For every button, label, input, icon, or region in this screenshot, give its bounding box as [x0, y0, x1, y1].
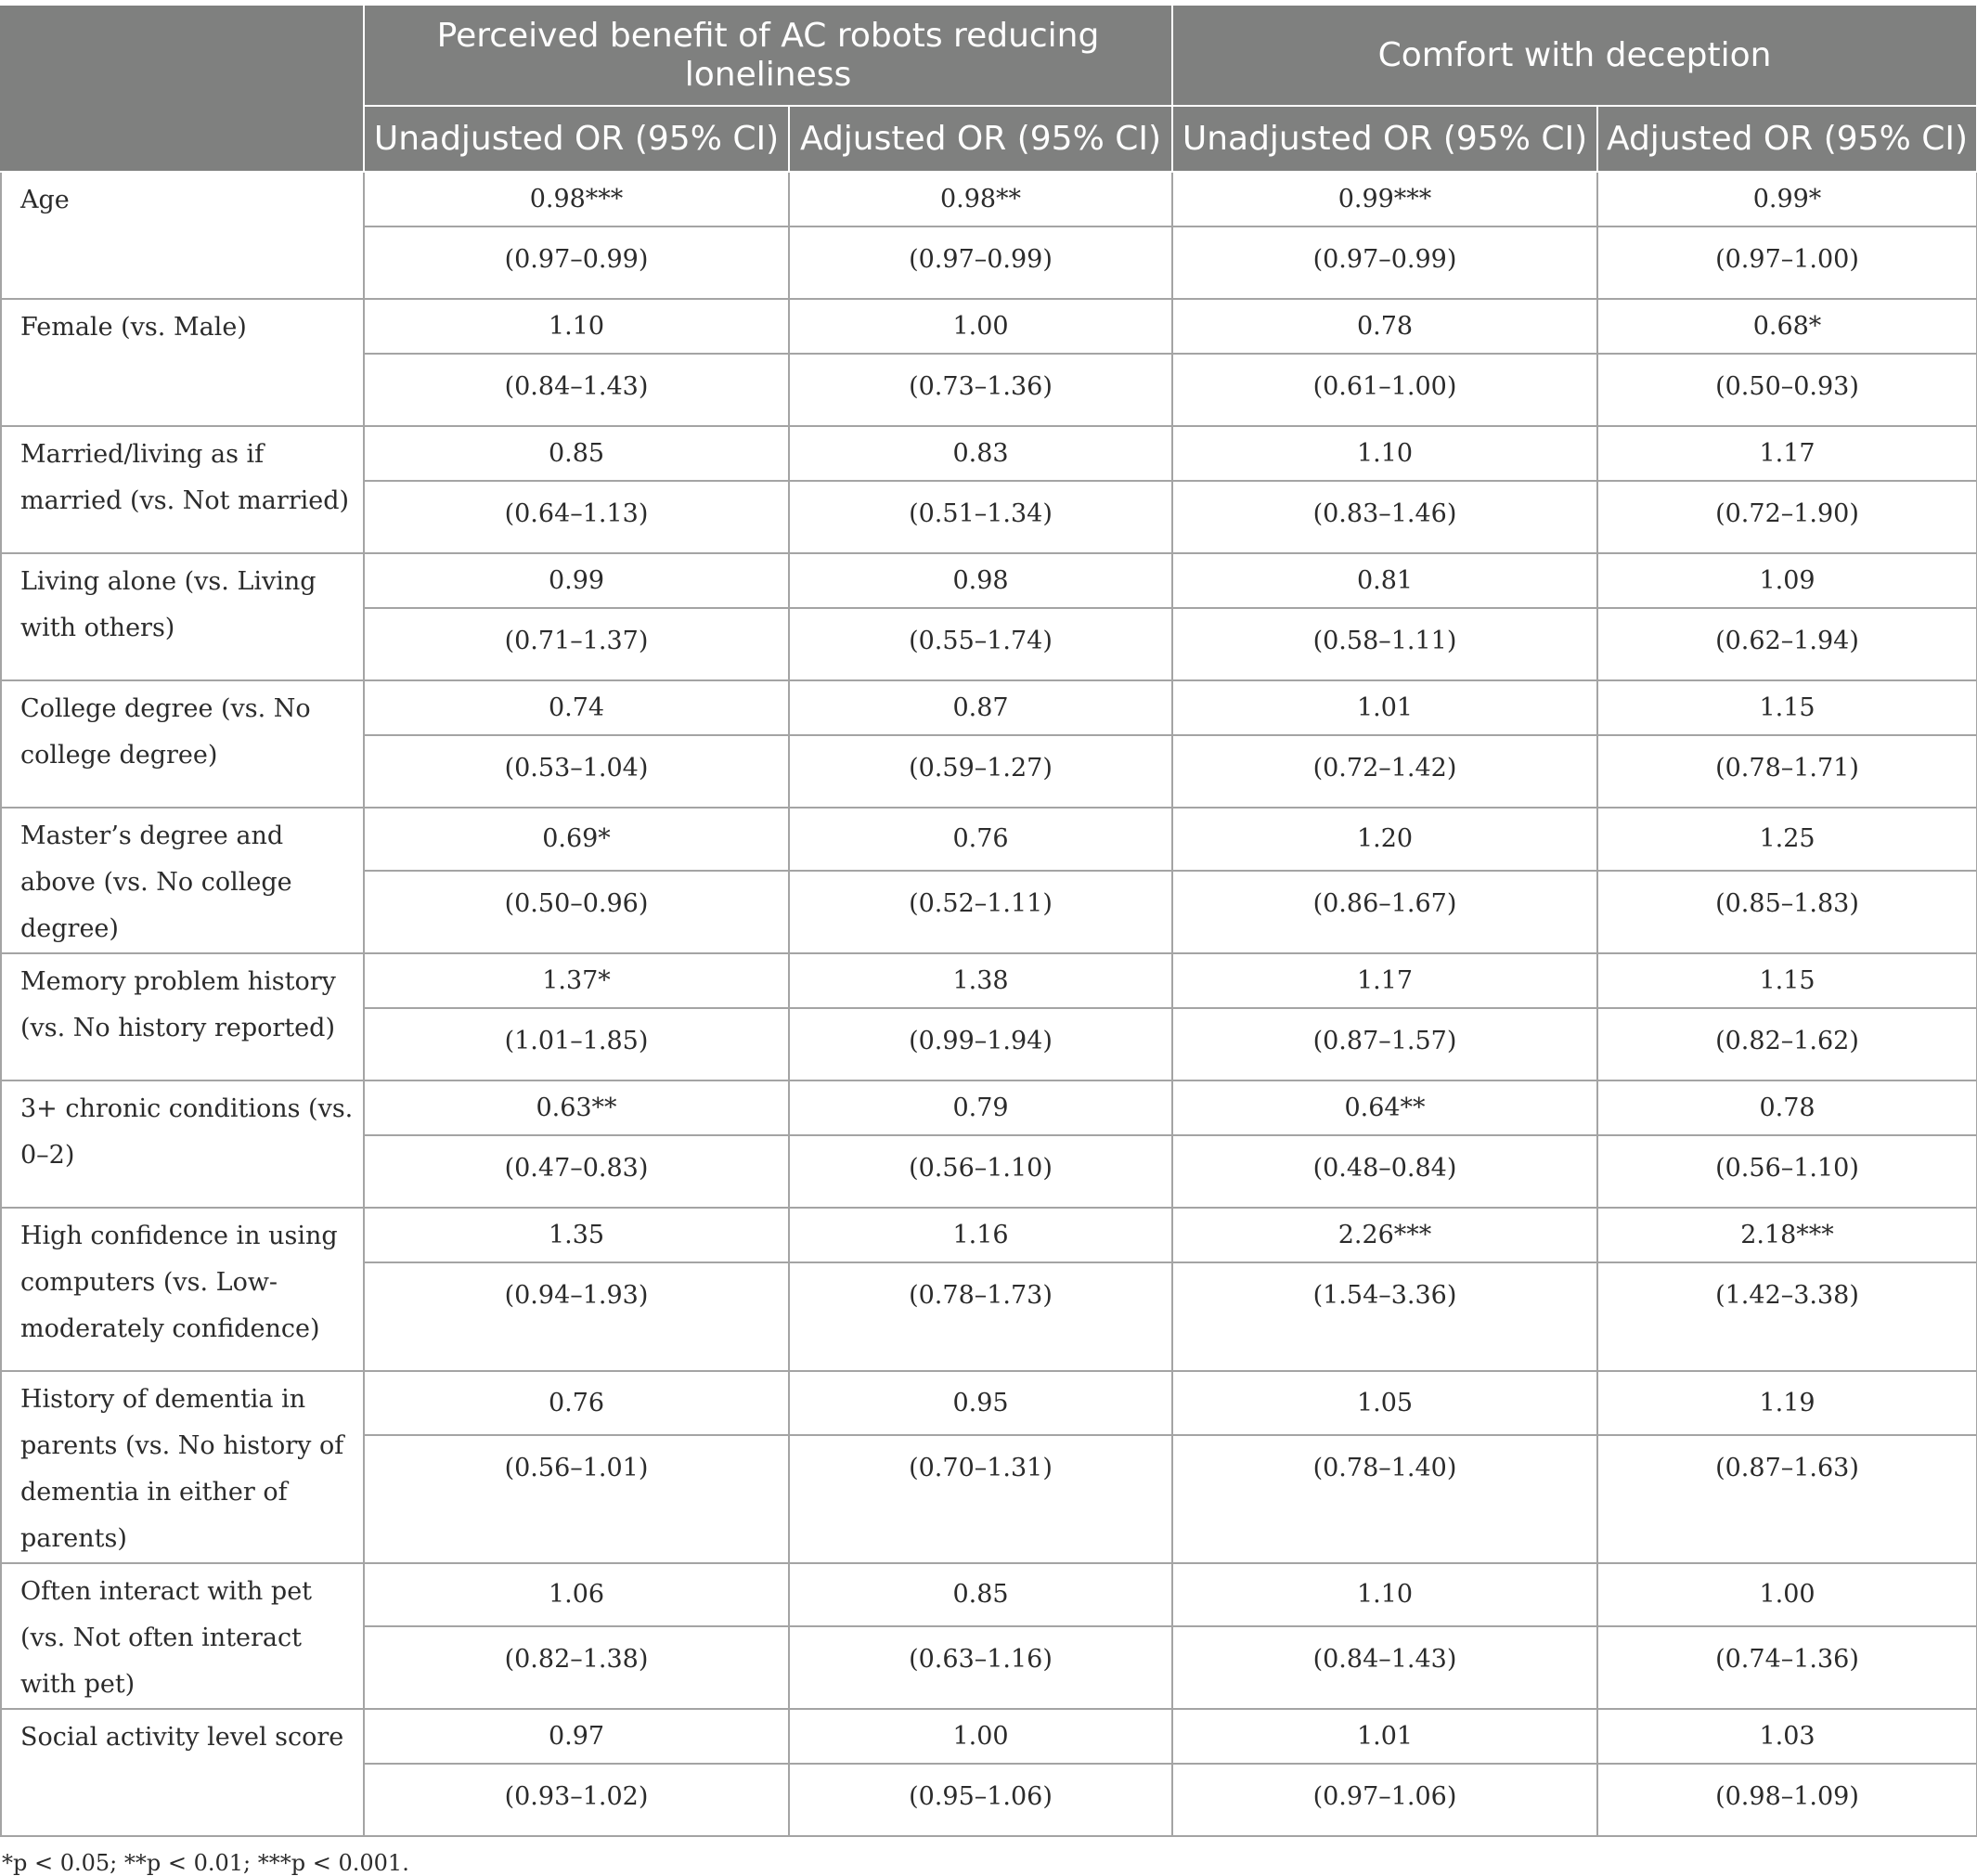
odds-ratio-cell: 0.74 — [364, 680, 789, 735]
confidence-interval-cell: (0.73–1.36) — [789, 354, 1172, 426]
confidence-interval-cell: (0.97–1.00) — [1597, 226, 1977, 299]
odds-ratio-cell: 0.76 — [364, 1371, 789, 1435]
confidence-interval-cell: (0.97–0.99) — [364, 226, 789, 299]
row-label: History of dementia in parents (vs. No history of dementia in either of parents) — [1, 1371, 364, 1563]
row-label: Memory problem history (vs. No history reported) — [1, 953, 364, 1080]
odds-ratio-cell: 0.87 — [789, 680, 1172, 735]
confidence-interval-cell: (0.84–1.43) — [364, 354, 789, 426]
header-adjusted-deception: Adjusted OR (95% CI) — [1597, 106, 1977, 172]
odds-ratio-cell: 1.37* — [364, 953, 789, 1008]
odds-ratio-table — [0, 4, 1977, 1837]
confidence-interval-cell: (0.72–1.42) — [1172, 735, 1597, 808]
table-row — [1, 1080, 1977, 1135]
table-row — [1, 426, 1977, 481]
confidence-interval-cell: (0.82–1.62) — [1597, 1008, 1977, 1080]
table-header — [1, 5, 1977, 172]
odds-ratio-cell: 0.98 — [789, 553, 1172, 608]
table-footnote: *p < 0.05; **p < 0.01; ***p < 0.001. — [2, 1850, 409, 1876]
confidence-interval-cell: (0.98–1.09) — [1597, 1764, 1977, 1836]
row-label: Living alone (vs. Living with others) — [1, 553, 364, 680]
row-label: Social activity level score — [1, 1709, 364, 1836]
header-unadjusted-loneliness: Unadjusted OR (95% CI) — [364, 106, 789, 172]
confidence-interval-cell: (0.59–1.27) — [789, 735, 1172, 808]
odds-ratio-cell: 0.95 — [789, 1371, 1172, 1435]
confidence-interval-cell: (0.55–1.74) — [789, 608, 1172, 680]
odds-ratio-cell: 0.81 — [1172, 553, 1597, 608]
confidence-interval-cell: (0.62–1.94) — [1597, 608, 1977, 680]
table-row — [1, 953, 1977, 1008]
odds-ratio-cell: 1.05 — [1172, 1371, 1597, 1435]
confidence-interval-cell: (0.56–1.10) — [789, 1135, 1172, 1208]
confidence-interval-cell: (0.94–1.93) — [364, 1262, 789, 1371]
odds-ratio-cell: 1.10 — [1172, 426, 1597, 481]
confidence-interval-cell: (0.95–1.06) — [789, 1764, 1172, 1836]
odds-ratio-cell: 0.63** — [364, 1080, 789, 1135]
odds-ratio-cell: 0.68* — [1597, 299, 1977, 354]
confidence-interval-cell: (0.82–1.38) — [364, 1626, 789, 1709]
table-row — [1, 680, 1977, 735]
odds-ratio-cell: 0.78 — [1172, 299, 1597, 354]
confidence-interval-cell: (0.72–1.90) — [1597, 481, 1977, 553]
row-label: Female (vs. Male) — [1, 299, 364, 426]
odds-ratio-cell: 1.00 — [789, 1709, 1172, 1764]
header-adjusted-loneliness: Adjusted OR (95% CI) — [789, 106, 1172, 172]
table-row — [1, 172, 1977, 226]
odds-ratio-cell: 0.97 — [364, 1709, 789, 1764]
confidence-interval-cell: (0.70–1.31) — [789, 1435, 1172, 1563]
odds-ratio-cell: 1.01 — [1172, 680, 1597, 735]
table-row — [1, 553, 1977, 608]
confidence-interval-cell: (0.97–1.06) — [1172, 1764, 1597, 1836]
table-row — [1, 1371, 1977, 1435]
confidence-interval-cell: (0.48–0.84) — [1172, 1135, 1597, 1208]
odds-ratio-cell: 1.00 — [789, 299, 1172, 354]
confidence-interval-cell: (0.63–1.16) — [789, 1626, 1172, 1709]
table-row — [1, 1208, 1977, 1262]
confidence-interval-cell: (0.85–1.83) — [1597, 871, 1977, 953]
row-label: High confidence in using computers (vs. Low-moderately confidence) — [1, 1208, 364, 1371]
results-table-container — [0, 4, 1977, 1876]
confidence-interval-cell: (0.87–1.63) — [1597, 1435, 1977, 1563]
row-label: College degree (vs. No college degree) — [1, 680, 364, 808]
confidence-interval-cell: (0.86–1.67) — [1172, 871, 1597, 953]
odds-ratio-cell: 0.69* — [364, 808, 789, 871]
odds-ratio-cell: 1.19 — [1597, 1371, 1977, 1435]
odds-ratio-cell: 0.99*** — [1172, 172, 1597, 226]
odds-ratio-cell: 1.06 — [364, 1563, 789, 1626]
confidence-interval-cell: (0.52–1.11) — [789, 871, 1172, 953]
odds-ratio-cell: 1.38 — [789, 953, 1172, 1008]
odds-ratio-cell: 1.17 — [1172, 953, 1597, 1008]
confidence-interval-cell: (0.47–0.83) — [364, 1135, 789, 1208]
row-label: Married/living as if married (vs. Not married) — [1, 426, 364, 553]
row-label: Master’s degree and above (vs. No college degree) — [1, 808, 364, 953]
odds-ratio-cell: 0.98** — [789, 172, 1172, 226]
odds-ratio-cell: 1.01 — [1172, 1709, 1597, 1764]
confidence-interval-cell: (0.78–1.40) — [1172, 1435, 1597, 1563]
confidence-interval-cell: (0.97–0.99) — [789, 226, 1172, 299]
confidence-interval-cell: (0.71–1.37) — [364, 608, 789, 680]
table-row — [1, 1563, 1977, 1626]
odds-ratio-cell: 2.18*** — [1597, 1208, 1977, 1262]
odds-ratio-cell: 2.26*** — [1172, 1208, 1597, 1262]
confidence-interval-cell: (0.78–1.73) — [789, 1262, 1172, 1371]
confidence-interval-cell: (0.50–0.96) — [364, 871, 789, 953]
odds-ratio-cell: 0.98*** — [364, 172, 789, 226]
odds-ratio-cell: 0.85 — [789, 1563, 1172, 1626]
odds-ratio-cell: 1.15 — [1597, 680, 1977, 735]
confidence-interval-cell: (0.50–0.93) — [1597, 354, 1977, 426]
row-label: Often interact with pet (vs. Not often interact with pet) — [1, 1563, 364, 1709]
confidence-interval-cell: (0.74–1.36) — [1597, 1626, 1977, 1709]
confidence-interval-cell: (1.01–1.85) — [364, 1008, 789, 1080]
table-body — [1, 172, 1977, 1836]
odds-ratio-cell: 1.10 — [1172, 1563, 1597, 1626]
confidence-interval-cell: (1.42–3.38) — [1597, 1262, 1977, 1371]
confidence-interval-cell: (0.56–1.01) — [364, 1435, 789, 1563]
confidence-interval-cell: (0.58–1.11) — [1172, 608, 1597, 680]
odds-ratio-cell: 0.78 — [1597, 1080, 1977, 1135]
odds-ratio-cell: 1.17 — [1597, 426, 1977, 481]
odds-ratio-cell: 0.85 — [364, 426, 789, 481]
confidence-interval-cell: (0.84–1.43) — [1172, 1626, 1597, 1709]
odds-ratio-cell: 0.76 — [789, 808, 1172, 871]
confidence-interval-cell: (0.97–0.99) — [1172, 226, 1597, 299]
row-label: 3+ chronic conditions (vs. 0–2) — [1, 1080, 364, 1208]
confidence-interval-cell: (0.53–1.04) — [364, 735, 789, 808]
odds-ratio-cell: 1.00 — [1597, 1563, 1977, 1626]
odds-ratio-cell: 1.09 — [1597, 553, 1977, 608]
confidence-interval-cell: (0.83–1.46) — [1172, 481, 1597, 553]
confidence-interval-cell: (0.78–1.71) — [1597, 735, 1977, 808]
odds-ratio-cell: 1.35 — [364, 1208, 789, 1262]
confidence-interval-cell: (0.99–1.94) — [789, 1008, 1172, 1080]
odds-ratio-cell: 0.99 — [364, 553, 789, 608]
table-row — [1, 808, 1977, 871]
confidence-interval-cell: (0.64–1.13) — [364, 481, 789, 553]
confidence-interval-cell: (0.93–1.02) — [364, 1764, 789, 1836]
odds-ratio-cell: 0.83 — [789, 426, 1172, 481]
header-group-deception: Comfort with deception — [1172, 5, 1977, 106]
confidence-interval-cell: (1.54–3.36) — [1172, 1262, 1597, 1371]
header-corner-cell — [1, 5, 364, 172]
confidence-interval-cell: (0.87–1.57) — [1172, 1008, 1597, 1080]
table-row — [1, 299, 1977, 354]
confidence-interval-cell: (0.61–1.00) — [1172, 354, 1597, 426]
header-unadjusted-deception: Unadjusted OR (95% CI) — [1172, 106, 1597, 172]
row-label: Age — [1, 172, 364, 299]
confidence-interval-cell: (0.51–1.34) — [789, 481, 1172, 553]
odds-ratio-cell: 1.16 — [789, 1208, 1172, 1262]
odds-ratio-cell: 0.64** — [1172, 1080, 1597, 1135]
table-row — [1, 1709, 1977, 1764]
odds-ratio-cell: 1.20 — [1172, 808, 1597, 871]
odds-ratio-cell: 0.99* — [1597, 172, 1977, 226]
odds-ratio-cell: 1.15 — [1597, 953, 1977, 1008]
odds-ratio-cell: 1.03 — [1597, 1709, 1977, 1764]
confidence-interval-cell: (0.56–1.10) — [1597, 1135, 1977, 1208]
odds-ratio-cell: 0.79 — [789, 1080, 1172, 1135]
header-group-loneliness: Perceived benefit of AC robots reducing loneliness — [364, 5, 1172, 106]
odds-ratio-cell: 1.10 — [364, 299, 789, 354]
odds-ratio-cell: 1.25 — [1597, 808, 1977, 871]
